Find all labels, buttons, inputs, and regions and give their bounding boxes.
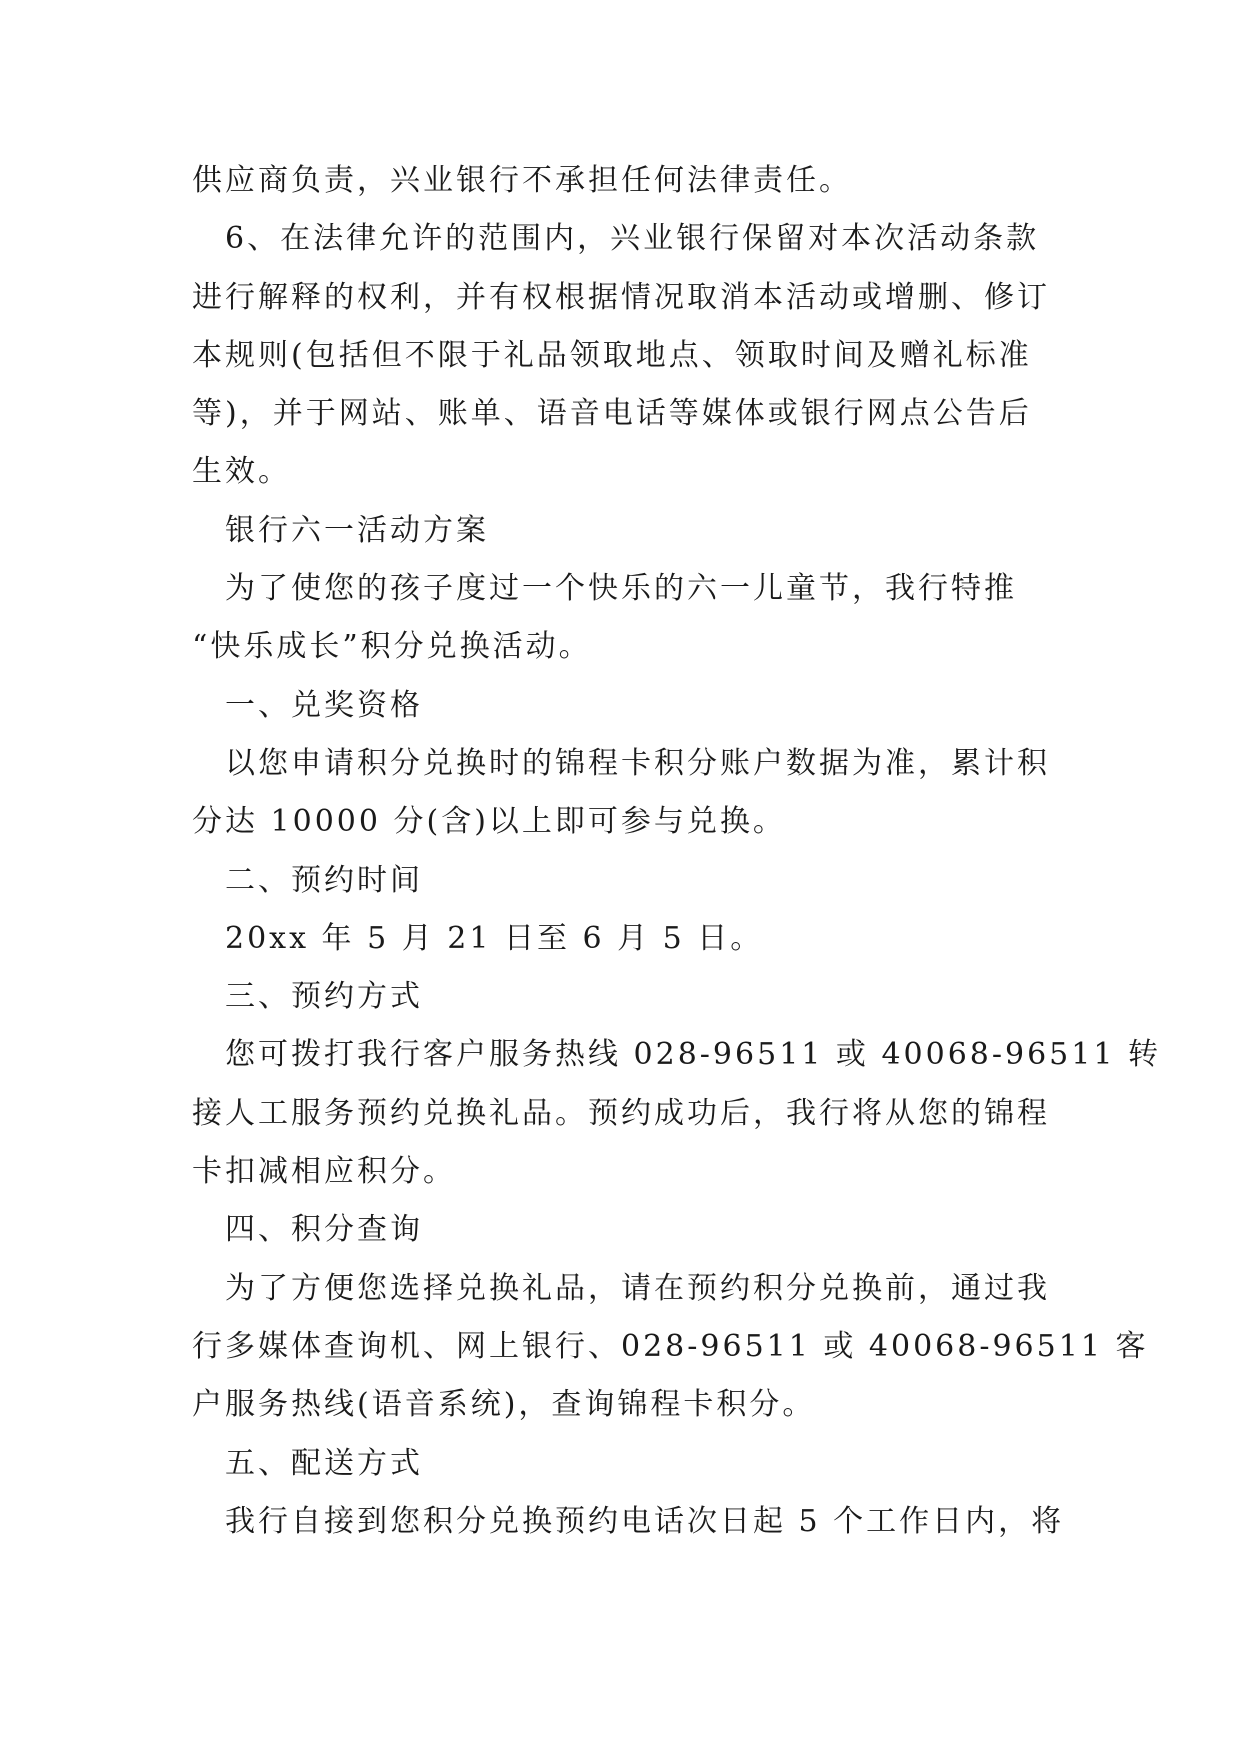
text-line: 户服务热线(语音系统)，查询锦程卡积分。 <box>192 1387 816 1423</box>
document-body <box>192 152 1161 1551</box>
section-heading: 三、预约方式 <box>225 979 423 1015</box>
text-line: 生效。 <box>192 454 291 490</box>
text-line: 6、在法律允许的范围内，兴业银行保留对本次活动条款 <box>225 221 1040 257</box>
section-heading: 五、配送方式 <box>225 1445 423 1481</box>
section-heading: 一、兑奖资格 <box>225 687 423 723</box>
text-line: 进行解释的权利，并有权根据情况取消本活动或增删、修订 <box>192 279 1050 315</box>
text-line: 供应商负责，兴业银行不承担任何法律责任。 <box>192 163 852 198</box>
text-line: 我行自接到您积分兑换预约电话次日起 5 个工作日内，将 <box>225 1503 1065 1539</box>
text-line: 本规则(包括但不限于礼品领取地点、领取时间及赠礼标准 <box>192 337 1032 373</box>
text-line: 卡扣减相应积分。 <box>192 1154 456 1190</box>
text-line: 以您申请积分兑换时的锦程卡积分账户数据为准，累计积 <box>225 745 1050 781</box>
text-line: 行多媒体查询机、网上银行、028-96511 或 40068-96511 客 <box>192 1328 1149 1364</box>
text-line: 您可拨打我行客户服务热线 028-96511 或 40068-96511 转 <box>225 1037 1161 1073</box>
text-line: 接人工服务预约兑换礼品。预约成功后，我行将从您的锦程 <box>192 1095 1050 1131</box>
text-line: 20xx 年 5 月 21 日至 6 月 5 日。 <box>225 920 764 956</box>
section-heading: 二、预约时间 <box>225 862 423 898</box>
text-line: 为了方便您选择兑换礼品，请在预约积分兑换前，通过我 <box>225 1270 1050 1306</box>
section-heading: 四、积分查询 <box>225 1212 423 1248</box>
section-title: 银行六一活动方案 <box>225 512 489 548</box>
text-line: 为了使您的孩子度过一个快乐的六一儿童节，我行特推 <box>225 571 1017 607</box>
text-line: 分达 10000 分(含)以上即可参与兑换。 <box>192 804 786 840</box>
text-line: 等)，并于网站、账单、语音电话等媒体或银行网点公告后 <box>192 396 1032 432</box>
text-line: “快乐成长”积分兑换活动。 <box>192 629 592 665</box>
